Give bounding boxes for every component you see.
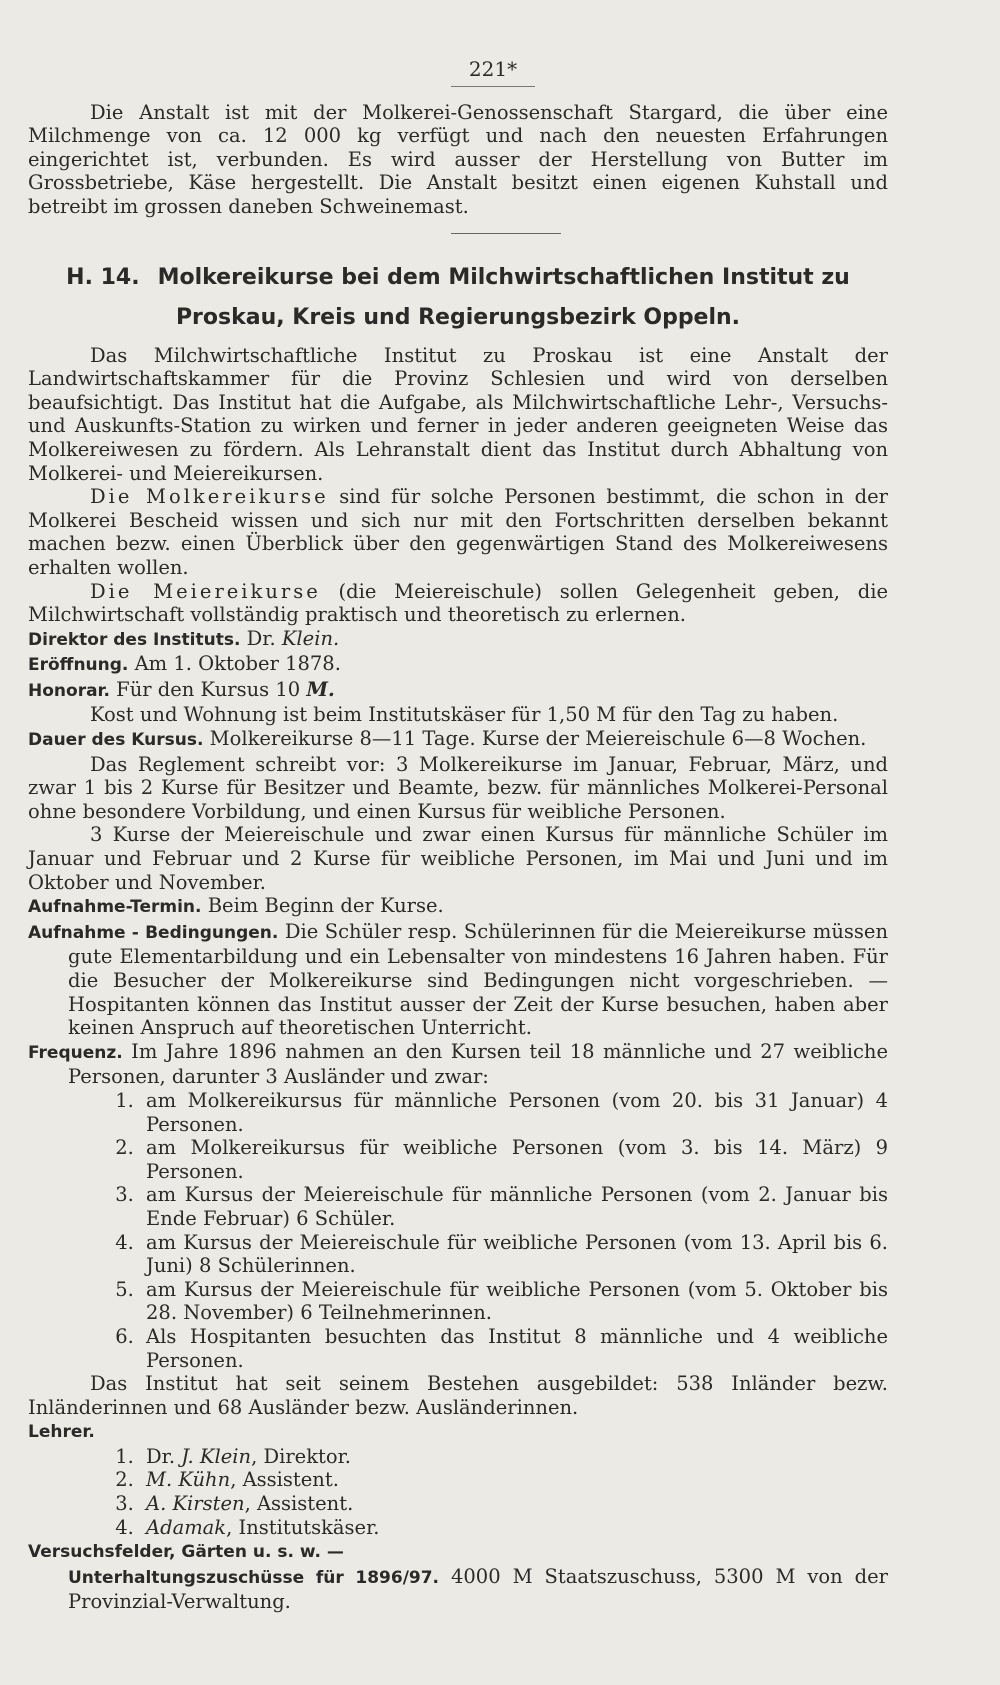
page-number: 221* (451, 58, 535, 87)
page-content (28, 58, 888, 1614)
label-eroeffnung: Eröffnung. (28, 655, 129, 676)
list-item: 2. am Molkereikursus für weibliche Personen (vom 3. bis 14. März) 9 Personen. (140, 1136, 888, 1183)
label-aufnahme-termin: Aufnahme-Termin. (28, 897, 202, 918)
lehrer-role: , Direktor. (251, 1444, 351, 1468)
paragraph-ausgebildet: Das Institut hat seit seinem Bestehen ausgebildet: 538 Inländer bezw. Inländerinnen und 68 Ausländer bezw. Ausländerinnen. (28, 1372, 888, 1419)
section-number: H. 14. (66, 264, 140, 290)
lehrer-name: M. Kühn (146, 1468, 231, 1492)
field-eroeffnung (28, 652, 888, 678)
list-item (140, 1445, 888, 1469)
paragraph-molkereikurse-text: sind für solche Personen bestimmt, die schon in der Molkerei Bescheid wissen und sich nur mit den Fortschritten derselben bekannt machen bezw. einen Überblick über den gegenwärtigen Stand des Molkereiwesens erhalten wollen. (28, 485, 888, 579)
label-dauer: Dauer des Kursus. (28, 730, 204, 751)
paragraph-meiereischule: 3 Kurse der Meiereischule und zwar einen Kursus für männliche Schüler im Januar und Februar und 2 Kurse für weibliche Personen, im Mai und Juni und im Oktober und November. (28, 823, 888, 894)
list-item: 3. am Kursus der Meiereischule für männliche Personen (vom 2. Januar bis Ende Februar) 6 Schüler. (140, 1183, 888, 1230)
lehrer-role: , Assistent. (244, 1492, 354, 1516)
paragraph-kost: Kost und Wohnung ist beim Institutskäser für 1,50 M für den Tag zu haben. (90, 703, 839, 727)
paragraph-reglement: Das Reglement schreibt vor: 3 Molkereikurse im Januar, Februar, März, und zwar 1 bis 2 Kurse für Besitzer und Beamte, bezw. für männliches Molkerei-Personal ohne besondere Vorbildung, und einen Kursus für weibliche Personen. (28, 752, 888, 823)
direktor-prefix: Dr. (240, 626, 282, 650)
label-honorar: Honorar. (28, 680, 110, 701)
lehrer-name: A. Kirsten (146, 1492, 245, 1516)
eroeffnung-value: Am 1. Oktober 1878. (128, 652, 341, 676)
section-title (28, 258, 888, 338)
honorar-value: Für den Kursus 10 (109, 677, 307, 701)
field-dauer (28, 727, 888, 753)
section-divider (451, 233, 561, 234)
field-honorar (28, 678, 888, 704)
field-lehrer (28, 1419, 888, 1445)
label-direktor: Direktor des Instituts. (28, 629, 241, 650)
lehrer-prefix: Dr. (146, 1444, 182, 1468)
frequenz-list (28, 1089, 888, 1372)
label-lehrer: Lehrer. (28, 1422, 95, 1443)
list-item (140, 1468, 888, 1492)
field-aufnahme-bedingungen (28, 920, 888, 1040)
field-frequenz (28, 1040, 888, 1089)
list-item: 1. am Molkereikursus für männliche Personen (vom 20. bis 31 Januar) 4 Personen. (140, 1089, 888, 1136)
term-meiereikurse: Die Meiereikurse (90, 579, 321, 603)
lehrer-name: Adamak (146, 1515, 227, 1539)
honorar-unit: M. (306, 677, 335, 701)
list-item (140, 1516, 888, 1540)
paragraph-institut: Das Milchwirtschaftliche Institut zu Proskau ist eine Anstalt der Landwirtschaftskammer für die Provinz Schlesien und wird von derselben beaufsichtigt. Das Institut hat die Aufgabe, als Milchwirtschaftliche Lehr-, Versuchs- und Auskunfts-Station zu wirken und ferner in jeder anderen geeigneten Weise das Molkereiwesen zu fördern. Als Lehranstalt dient das Institut durch Abhaltung von Molkerei- und Meiereikursen. (28, 343, 888, 485)
list-item (140, 1492, 888, 1516)
term-molkereikurse: Die Molkereikurse (90, 485, 329, 509)
field-direktor (28, 627, 888, 653)
field-aufnahme-termin (28, 894, 888, 920)
lehrer-role: , Assistent. (230, 1468, 339, 1492)
direktor-name: Klein. (281, 626, 340, 650)
frequenz-value: Im Jahre 1896 nahmen an den Kursen teil 18 männliche und 27 weibliche Personen, darunter 3 Ausländer und zwar: (68, 1039, 888, 1089)
label-unterhaltungszuschuesse: Unterhaltungszuschüsse für 1896/97. (68, 1567, 440, 1588)
list-item: 5. am Kursus der Meiereischule für weibliche Personen (vom 5. Oktober bis 28. November) 6 Teilnehmerinnen. (140, 1278, 888, 1325)
label-versuchsfelder: Versuchsfelder, Gärten u. s. w. — (28, 1542, 344, 1563)
intro-paragraph: Die Anstalt ist mit der Molkerei-Genossenschaft Stargard, die über eine Milchmenge von ca. 12 000 kg verfügt und nach den neuesten Erfahrungen eingerichtet ist, verbunden. Es wird ausser der Herstellung von Butter im Grossbetriebe, Käse hergestellt. Die Anstalt besitzt einen eigenen Kuhstall und betreibt im grossen daneben Schweinemast. (28, 100, 888, 218)
aufnahme-bedingungen-value: Die Schüler resp. Schülerinnen für die Meiereikurse müssen gute Elementarbildung und ein Lebensalter von mindestens 16 Jahren haben. Für die Besucher der Molkereikurse sind Bedingungen nicht vorgeschrieben. — Hospitanten können das Institut ausser der Zeit der Kurse besuchen, haben aber keinen Anspruch auf theoretischen Unterricht. (68, 919, 889, 1040)
list-item: 4. am Kursus der Meiereischule für weibliche Personen (vom 13. April bis 6. Juni) 8 Schülerinnen. (140, 1231, 888, 1278)
field-versuchsfelder (28, 1539, 888, 1614)
lehrer-role: , Institutskäser. (226, 1515, 380, 1539)
paragraph-meiereikurse-text: (die Meiereischule) sollen Gelegenheit geben, die Milchwirtschaft vollständig praktisch und theoretisch zu erlernen. (28, 579, 889, 627)
aufnahme-termin-value: Beim Beginn der Kurse. (201, 894, 444, 918)
label-frequenz: Frequenz. (28, 1042, 123, 1063)
paragraph-meiereikurse (28, 580, 888, 627)
label-aufnahme-bedingungen: Aufnahme - Bedingungen. (28, 922, 279, 943)
section-title-text: Molkereikurse bei dem Milchwirtschaftlichen Institut zu Proskau, Kreis und Regierungsbezirk Oppeln. (157, 264, 850, 330)
paragraph-molkereikurse (28, 485, 888, 579)
list-item: 6. Als Hospitanten besuchten das Institut 8 männliche und 4 weibliche Personen. (140, 1325, 888, 1372)
page-header (98, 58, 888, 87)
dauer-value: Molkereikurse 8—11 Tage. Kurse der Meiereischule 6—8 Wochen. (203, 727, 867, 751)
unterhaltungszuschuesse-value: 4000 M Staatszuschuss, 5300 M von der Provinzial-Verwaltung. (68, 1564, 888, 1614)
lehrer-list (28, 1445, 888, 1539)
lehrer-name: J. Klein (181, 1444, 252, 1468)
